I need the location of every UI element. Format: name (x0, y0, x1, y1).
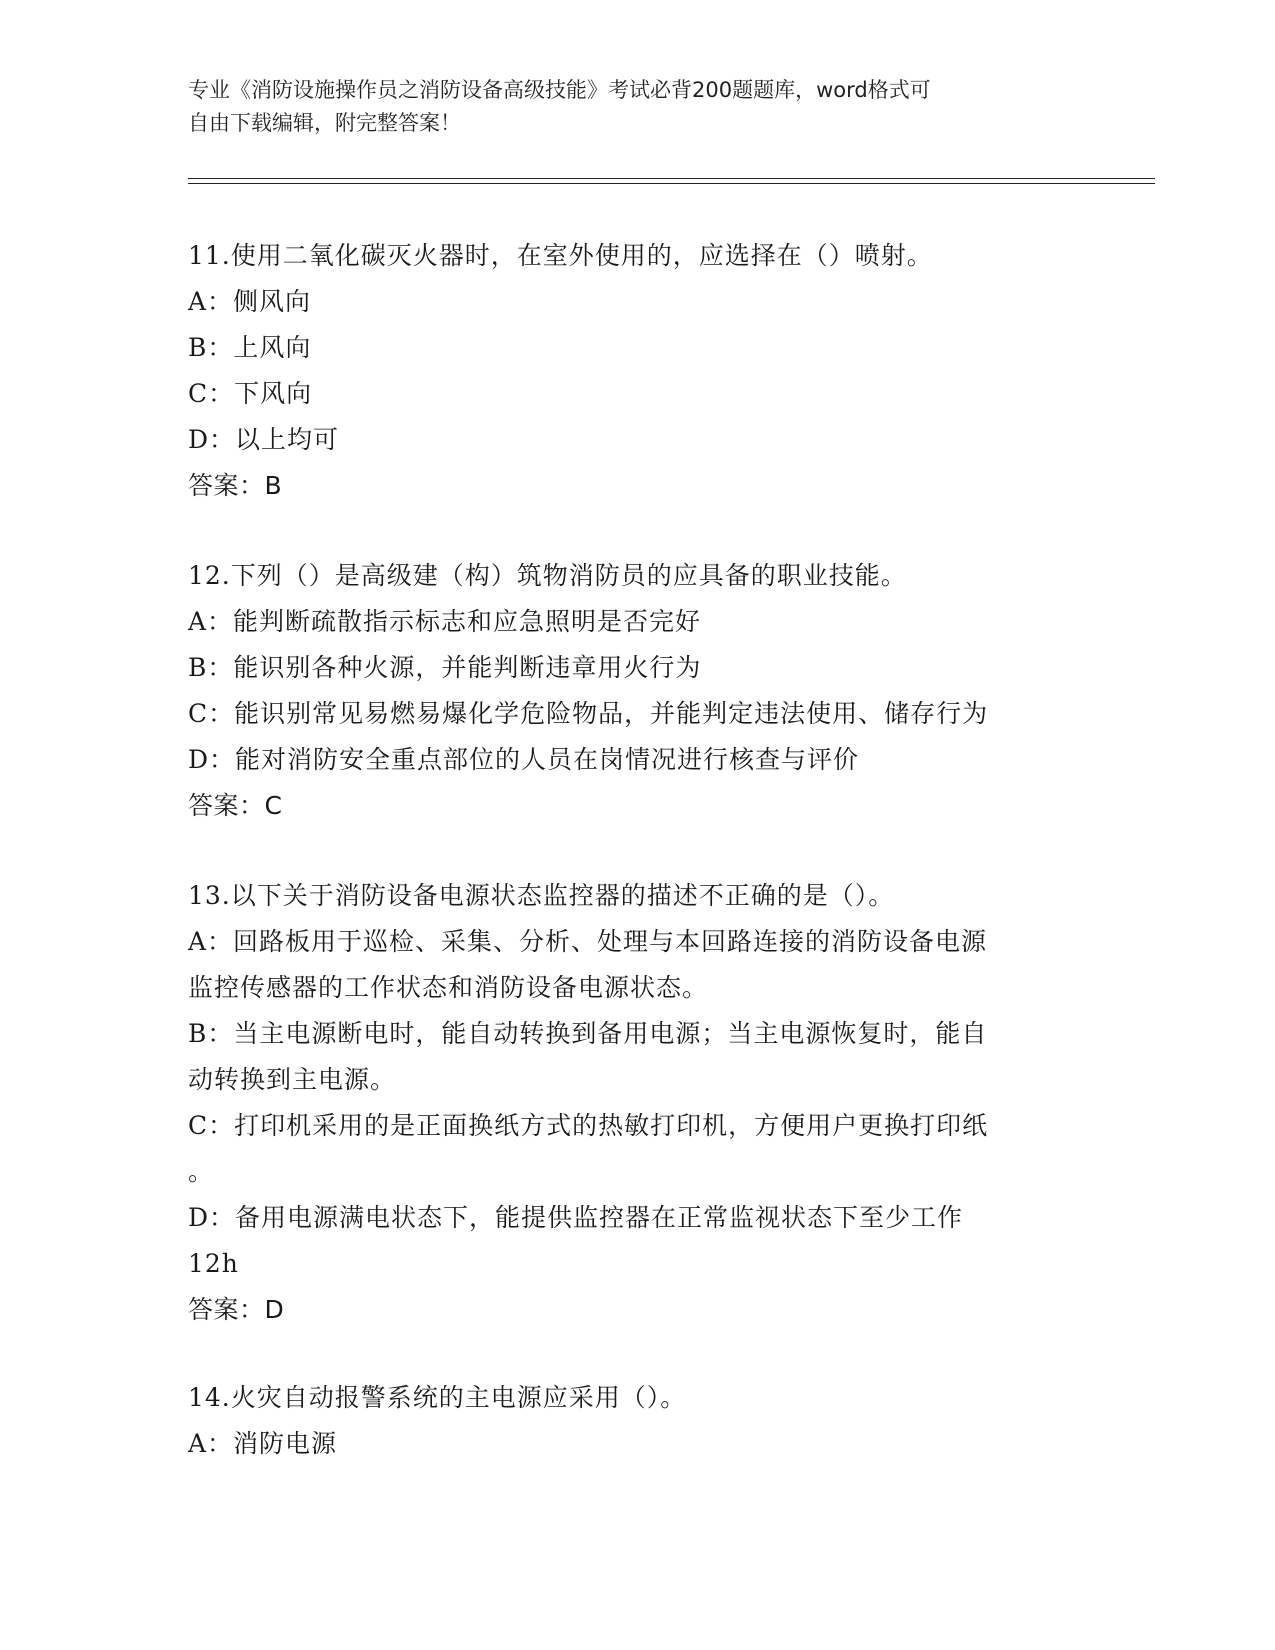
header-line-1: 专业《消防设施操作员之消防设备高级技能》考试必背200题题库，word格式可 (188, 78, 931, 102)
option-c: C：能识别常见易燃易爆化学危险物品，并能判定违法使用、储存行为 (188, 699, 989, 728)
question-stem: 12.下列（）是高级建（构）筑物消防员的应具备的职业技能。 (188, 561, 907, 590)
option-c-line-2: 。 (188, 1157, 215, 1186)
header-divider-top (188, 178, 1155, 179)
document-header (188, 74, 1088, 140)
answer: 答案：D (188, 1295, 285, 1324)
option-c-line-1: C：打印机采用的是正面换纸方式的热敏打印机，方便用户更换打印纸 (188, 1111, 989, 1140)
question-14 (188, 1375, 1088, 1467)
option-b-line-2: 动转换到主电源。 (188, 1065, 397, 1094)
option-b: B：能识别各种火源，并能判断违章用火行为 (188, 653, 702, 682)
option-d: D：以上均可 (188, 425, 340, 454)
question-stem: 13.以下关于消防设备电源状态监控器的描述不正确的是（）。 (188, 881, 895, 910)
option-d-line-2: 12h (188, 1249, 239, 1278)
option-a-line-2: 监控传感器的工作状态和消防设备电源状态。 (188, 973, 709, 1002)
answer: 答案：B (188, 471, 283, 500)
question-stem: 11.使用二氧化碳灭火器时，在室外使用的，应选择在（）喷射。 (188, 241, 933, 270)
option-c: C：下风向 (188, 379, 313, 408)
question-12 (188, 553, 1088, 829)
option-a-line-1: A：回路板用于巡检、采集、分析、处理与本回路连接的消防设备电源 (188, 927, 988, 956)
option-d-line-1: D：备用电源满电状态下，能提供监控器在正常监视状态下至少工作 (188, 1203, 964, 1232)
answer: 答案：C (188, 791, 283, 820)
option-a: A：侧风向 (188, 287, 312, 316)
option-a: A：能判断疏散指示标志和应急照明是否完好 (188, 607, 702, 636)
header-divider-bottom (188, 183, 1155, 184)
option-a: A：消防电源 (188, 1429, 338, 1458)
question-11 (188, 233, 1088, 509)
option-d: D：能对消防安全重点部位的人员在岗情况进行核查与评价 (188, 745, 860, 774)
option-b: B：上风向 (188, 333, 312, 362)
question-13 (188, 873, 1088, 1333)
header-line-2: 自由下载编辑，附完整答案！ (188, 111, 461, 135)
option-b-line-1: B：当主电源断电时，能自动转换到备用电源；当主电源恢复时，能自 (188, 1019, 988, 1048)
question-stem: 14.火灾自动报警系统的主电源应采用（）。 (188, 1383, 687, 1412)
